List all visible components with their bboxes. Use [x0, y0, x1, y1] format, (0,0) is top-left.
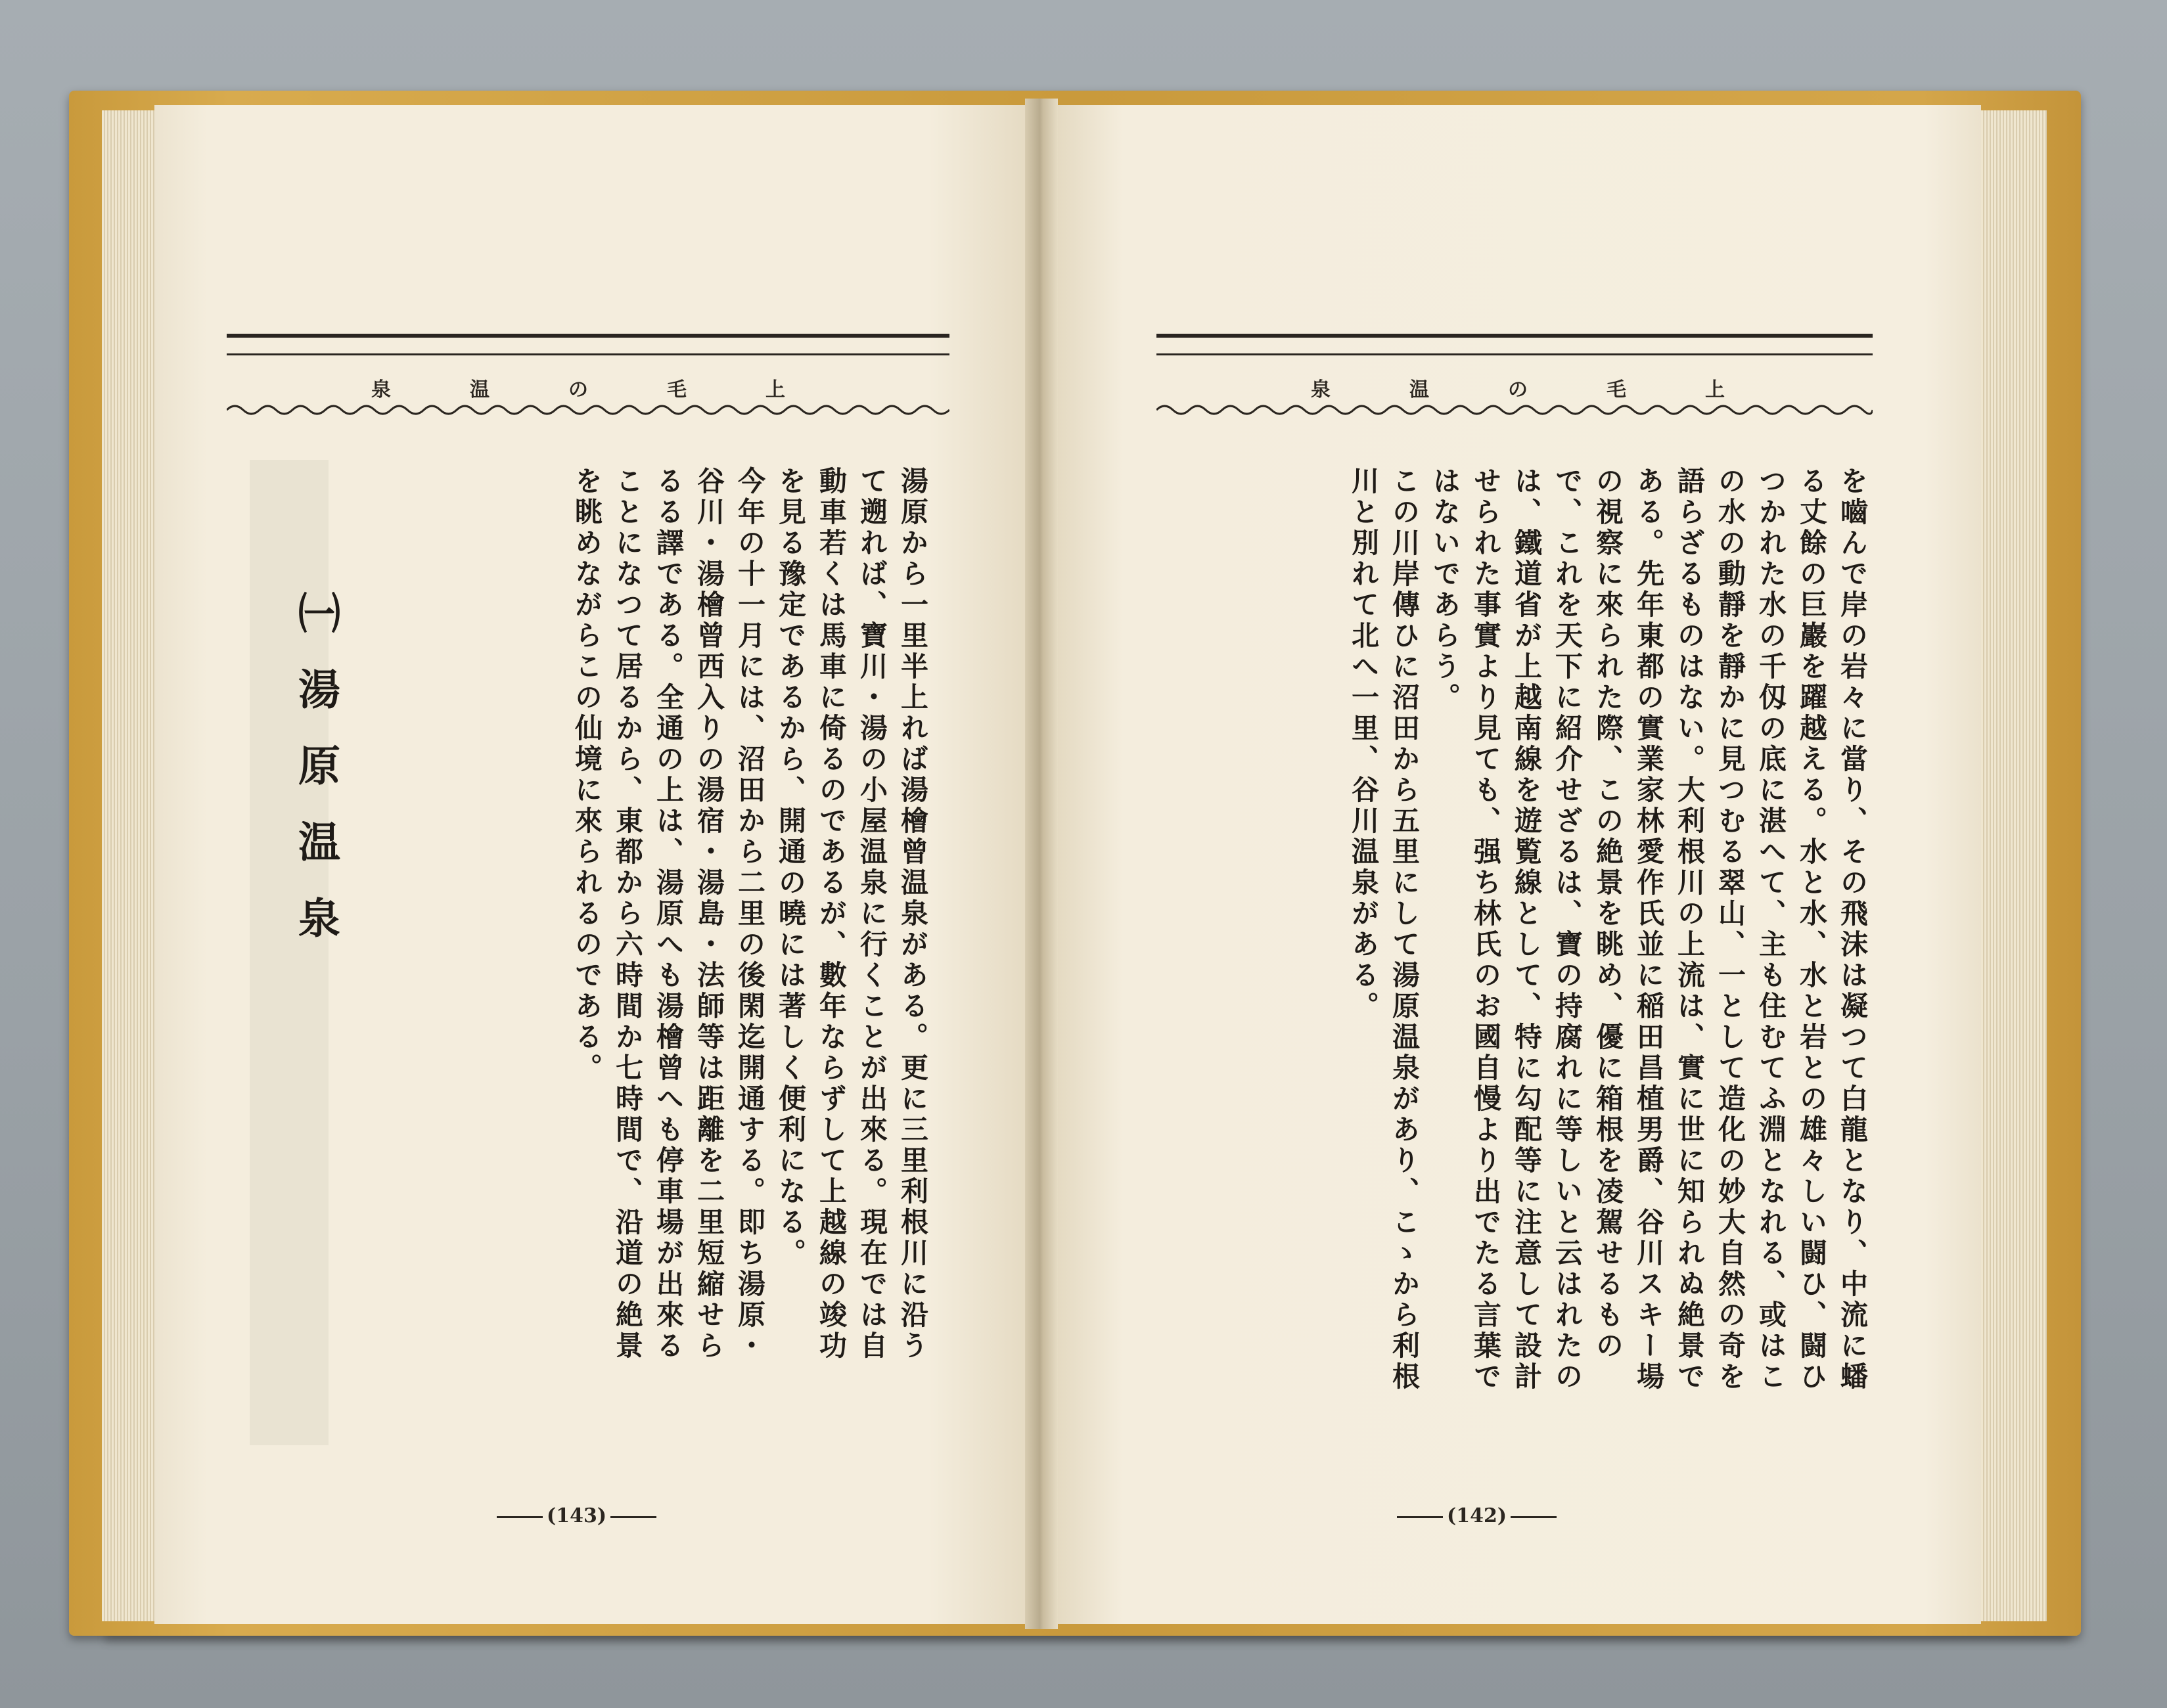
right-head-char: 温	[1409, 378, 1429, 401]
right-paragraph: この川岸傳ひに沼田から五里にして湯原温泉があり、こゝから利根川と別れて北へ一里、谷川温泉がある。	[1348, 466, 1421, 1393]
right-page-number-value: 142	[1456, 1504, 1497, 1527]
section-title: ㈠湯原温泉	[291, 591, 340, 972]
right-running-head	[1308, 373, 1728, 402]
left-paragraph: 湯原から一里半上れば湯檜曾温泉がある。更に三里利根川に沿うて遡れば、寶川・湯の小屋温泉に行くことが出來る。現在では自動車若くは馬車に倚るのであるが、數年ならずして上越線の竣功を見る豫定であるから、開通の曉には著しく便利になる。	[775, 466, 929, 1362]
right-head-wave	[1156, 402, 1873, 418]
right-page-number: (142)	[1393, 1504, 1561, 1527]
left-head-rule-bottom	[227, 353, 949, 355]
left-head-char: 毛	[667, 378, 687, 401]
right-page-stack	[1974, 110, 2047, 1621]
left-head-rule-top	[227, 334, 949, 338]
right-head-char: 上	[1705, 378, 1725, 401]
right-head-char: 毛	[1607, 378, 1626, 401]
left-page-stack	[102, 110, 158, 1621]
right-head-char: 泉	[1311, 378, 1331, 401]
left-head-wave	[227, 402, 949, 418]
right-head-rule-top	[1156, 334, 1873, 338]
left-page-number: (143)	[493, 1504, 660, 1527]
left-head-char: 上	[765, 378, 785, 401]
right-body-text	[1176, 466, 1873, 1399]
left-page-number-value: 143	[556, 1504, 597, 1527]
left-body-text	[434, 466, 933, 1380]
left-running-head	[368, 373, 788, 402]
left-head-char: の	[568, 378, 588, 401]
left-head-char: 泉	[371, 378, 391, 401]
left-paragraph: 今年の十一月には、沼田から二里の後閑迄開通する。即ち湯原・谷川・湯檜曾西入りの湯宿・湯島・法師等は距離を二里短縮せらるる譯である。全通の上は、湯原へも湯檜曾へも停車場が出來ることになつて居るから、東都から六時間か七時間で、沿道の絶景を眺めながらこの仙境に來られるのである。	[571, 466, 766, 1362]
right-paragraph: を嚙んで岸の岩々に當り、その飛沫は凝つて白龍となり、中流に蟠る丈餘の巨巖を躍越える。水と水、水と岩との雄々しい闘ひ、闘ひつかれた水の千仭の底に湛へて、主も住むてふ淵となれる、或はこの水の動靜を靜かに見つむる翠山、一として造化の妙大自然の奇を語らざるものはない。大利根川の上流は、實に世に知られぬ絶景である。先年東都の實業家林愛作氏並に稲田昌植男爵、谷川スキー場の視察に來られた際、この絶景を眺め、優に箱根を凌駕せるもので、これを天下に紹介せざるは、寶の持腐れに等しいと云はれたのは、鐵道省が上越南線を遊覧線として、特に勾配等に注意して設計せられた事實より見ても、强ち林氏のお國自慢より出でたる言葉ではないであらう。	[1429, 466, 1869, 1393]
book-gutter	[1025, 99, 1058, 1629]
right-head-char: の	[1508, 378, 1528, 401]
right-head-rule-bottom	[1156, 353, 1873, 355]
left-head-char: 温	[470, 378, 490, 401]
